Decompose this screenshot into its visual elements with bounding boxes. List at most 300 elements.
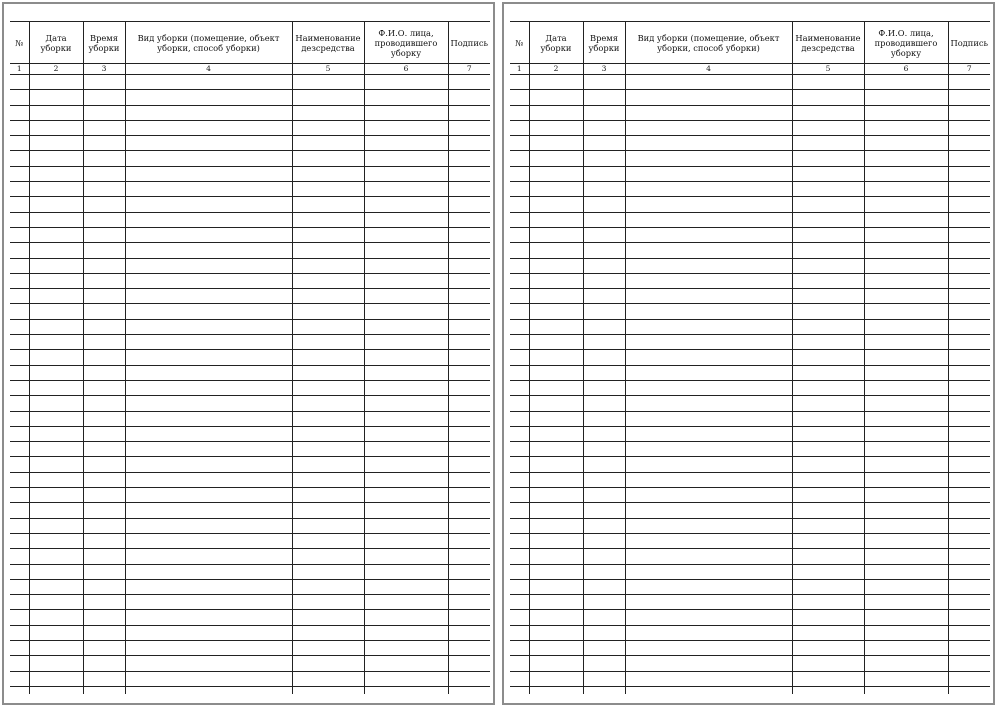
log-entry-cell [948,457,990,472]
log-entry-cell [792,610,864,625]
log-entry-cell [510,120,529,135]
log-entry-cell [529,105,583,120]
log-entry-cell [29,426,83,441]
log-entry-cell [583,503,625,518]
log-entry-cell [125,671,292,686]
log-entry-cell [625,319,792,334]
log-entry-cell [29,227,83,242]
log-entry-cell [948,335,990,350]
log-entry-cell [292,488,364,503]
log-entry-cell [792,136,864,151]
log-entry-cell [364,212,448,227]
log-entry-cell [864,533,948,548]
log-entry-cell [292,503,364,518]
log-entry-cell [792,472,864,487]
log-entry-cell [529,182,583,197]
log-entry-row [10,640,490,655]
log-entry-cell [792,442,864,457]
log-entry-cell [29,350,83,365]
log-entry-cell [864,212,948,227]
log-entry-cell [125,595,292,610]
journal-page-right [502,2,995,705]
log-entry-cell [29,564,83,579]
log-entry-cell [948,350,990,365]
log-entry-cell [510,182,529,197]
log-entry-cell [292,564,364,579]
log-entry-cell [864,120,948,135]
log-entry-cell [864,472,948,487]
log-entry-cell [364,151,448,166]
log-entry-cell [10,380,29,395]
log-entry-cell [948,518,990,533]
log-entry-cell [510,518,529,533]
log-entry-cell [948,289,990,304]
log-entry-row [510,335,990,350]
log-entry-cell [125,335,292,350]
log-entry-cell [125,610,292,625]
log-entry-cell [125,564,292,579]
log-entry-cell [29,166,83,181]
log-entry-cell [83,396,125,411]
log-entry-cell [864,686,948,694]
log-entry-cell [583,549,625,564]
log-entry-cell [948,564,990,579]
log-entry-row [510,686,990,694]
log-entry-cell [529,380,583,395]
log-entry-cell [364,243,448,258]
log-entry-cell [948,182,990,197]
log-entry-cell [529,243,583,258]
log-entry-cell [83,472,125,487]
log-entry-cell [625,350,792,365]
log-entry-cell [510,671,529,686]
log-entry-cell [792,151,864,166]
log-entry-cell [448,227,490,242]
log-entry-row [510,258,990,273]
log-entry-cell [125,75,292,90]
column-number: 3 [583,64,625,75]
log-entry-cell [448,151,490,166]
log-entry-row [10,595,490,610]
log-entry-row [10,656,490,671]
log-entry-cell [625,182,792,197]
log-entry-cell [948,258,990,273]
log-entry-cell [864,411,948,426]
log-entry-cell [292,625,364,640]
log-entry-row [510,411,990,426]
log-entry-cell [529,656,583,671]
log-entry-cell [292,289,364,304]
log-entry-cell [864,75,948,90]
log-entry-cell [83,75,125,90]
log-entry-cell [125,426,292,441]
log-entry-cell [83,319,125,334]
log-entry-cell [948,197,990,212]
log-entry-cell [864,595,948,610]
log-entry-cell [529,625,583,640]
log-entry-cell [29,212,83,227]
log-entry-cell [948,640,990,655]
log-entry-cell [364,166,448,181]
log-entry-cell [125,518,292,533]
log-entry-cell [29,411,83,426]
log-entry-cell [948,442,990,457]
log-entry-row [10,442,490,457]
log-entry-cell [948,426,990,441]
log-entry-cell [29,518,83,533]
log-entry-cell [125,136,292,151]
log-entry-cell [10,350,29,365]
log-entry-cell [10,105,29,120]
log-entry-cell [948,488,990,503]
log-entry-cell [625,90,792,105]
column-header-person-name: Ф.И.О. лица, проводившего уборку [364,22,448,64]
log-entry-cell [948,533,990,548]
log-entry-cell [792,258,864,273]
log-entry-cell [948,227,990,242]
log-entry-cell [583,319,625,334]
log-entry-cell [529,75,583,90]
log-entry-cell [792,319,864,334]
log-entry-cell [529,579,583,594]
log-entry-row [510,365,990,380]
log-entry-cell [529,197,583,212]
log-entry-cell [583,243,625,258]
log-entry-cell [364,182,448,197]
log-entry-cell [125,488,292,503]
log-entry-cell [10,396,29,411]
column-number-row [10,64,490,75]
log-entry-cell [125,319,292,334]
log-entry-cell [364,472,448,487]
log-entry-cell [292,120,364,135]
log-entry-cell [864,197,948,212]
log-entry-cell [10,656,29,671]
log-entry-row [10,457,490,472]
log-entry-cell [83,365,125,380]
log-entry-cell [10,640,29,655]
log-entry-cell [625,656,792,671]
log-entry-cell [29,273,83,288]
log-entry-cell [625,289,792,304]
log-entry-cell [948,549,990,564]
log-entry-cell [83,380,125,395]
log-entry-cell [583,671,625,686]
log-entry-cell [583,273,625,288]
log-entry-cell [292,75,364,90]
log-entry-cell [125,686,292,694]
log-entry-cell [510,319,529,334]
log-entry-cell [625,488,792,503]
log-entry-cell [625,120,792,135]
log-entry-cell [292,472,364,487]
log-entry-cell [864,243,948,258]
log-entry-cell [448,380,490,395]
log-entry-cell [864,350,948,365]
log-entry-cell [29,380,83,395]
log-entry-row [10,197,490,212]
log-entry-cell [292,518,364,533]
log-entry-cell [529,319,583,334]
log-entry-cell [364,197,448,212]
log-entry-cell [625,380,792,395]
log-entry-cell [583,533,625,548]
log-entry-cell [10,442,29,457]
log-entry-row [10,182,490,197]
log-entry-cell [792,273,864,288]
log-entry-cell [10,488,29,503]
log-entry-cell [864,625,948,640]
log-entry-cell [792,90,864,105]
column-header-cleaning-type: Вид уборки (помещение, объект уборки, способ уборки) [125,22,292,64]
log-entry-cell [948,503,990,518]
log-entry-cell [292,182,364,197]
log-entry-cell [364,503,448,518]
log-entry-cell [625,503,792,518]
log-entry-cell [29,151,83,166]
log-entry-cell [529,365,583,380]
log-entry-cell [792,549,864,564]
log-entry-cell [948,304,990,319]
log-entry-cell [792,335,864,350]
log-entry-cell [448,686,490,694]
log-entry-cell [529,212,583,227]
log-entry-cell [29,304,83,319]
log-entry-cell [448,396,490,411]
log-entry-cell [10,90,29,105]
log-entry-cell [583,426,625,441]
cleaning-log-table [510,21,990,694]
header-row [510,22,990,64]
log-entry-row [510,625,990,640]
log-entry-cell [529,533,583,548]
log-entry-cell [864,289,948,304]
log-entry-cell [448,289,490,304]
log-entry-cell [529,289,583,304]
log-entry-cell [10,75,29,90]
log-entry-cell [792,579,864,594]
log-entry-row [510,182,990,197]
log-entry-cell [948,319,990,334]
log-entry-cell [510,426,529,441]
log-entry-cell [364,273,448,288]
log-entry-cell [529,640,583,655]
log-entry-cell [292,610,364,625]
log-entry-cell [510,625,529,640]
log-entry-row [510,579,990,594]
log-entry-cell [625,258,792,273]
cleaning-log-table [10,21,490,694]
log-entry-cell [29,442,83,457]
log-entry-cell [948,595,990,610]
log-entry-cell [364,75,448,90]
log-entry-cell [364,258,448,273]
log-entry-cell [583,136,625,151]
log-entry-cell [864,610,948,625]
log-entry-cell [29,136,83,151]
log-entry-cell [510,396,529,411]
log-entry-cell [529,258,583,273]
log-entry-cell [529,273,583,288]
log-entry-cell [83,686,125,694]
log-entry-cell [125,105,292,120]
log-entry-row [510,151,990,166]
log-entry-cell [510,273,529,288]
log-entry-cell [625,212,792,227]
log-entry-row [510,656,990,671]
log-entry-cell [529,472,583,487]
log-entry-cell [625,273,792,288]
log-entry-cell [510,579,529,594]
log-entry-cell [10,595,29,610]
log-entry-cell [10,549,29,564]
log-entry-cell [625,396,792,411]
log-entry-row [510,227,990,242]
log-entry-row [510,197,990,212]
log-entry-cell [625,426,792,441]
log-entry-cell [510,442,529,457]
log-entry-cell [448,136,490,151]
log-entry-cell [583,625,625,640]
column-header-disinfectant: Наименование дезсредства [292,22,364,64]
log-entry-cell [448,564,490,579]
log-entry-cell [625,166,792,181]
log-entry-cell [448,488,490,503]
log-entry-cell [948,579,990,594]
log-entry-cell [529,686,583,694]
log-entry-cell [125,151,292,166]
log-entry-cell [125,472,292,487]
log-entry-cell [529,564,583,579]
log-entry-cell [792,488,864,503]
log-entry-cell [448,335,490,350]
log-entry-cell [292,549,364,564]
log-entry-cell [29,503,83,518]
log-entry-row [10,671,490,686]
log-entry-row [10,166,490,181]
log-entry-cell [625,671,792,686]
log-entry-cell [583,151,625,166]
log-entry-cell [583,197,625,212]
log-entry-cell [625,411,792,426]
log-entry-row [10,258,490,273]
log-entry-cell [292,396,364,411]
log-entry-cell [625,625,792,640]
log-entry-row [10,396,490,411]
log-entry-cell [529,426,583,441]
log-entry-cell [529,166,583,181]
log-entry-cell [83,549,125,564]
log-entry-cell [292,350,364,365]
log-entry-cell [792,380,864,395]
log-entry-cell [125,656,292,671]
log-entry-row [510,273,990,288]
log-entry-cell [510,350,529,365]
log-entry-cell [10,686,29,694]
log-entry-cell [292,533,364,548]
column-header-number: № [510,22,529,64]
log-entry-cell [583,258,625,273]
log-entry-cell [29,197,83,212]
log-entry-cell [948,396,990,411]
log-entry-cell [292,579,364,594]
log-entry-cell [83,335,125,350]
log-entry-cell [10,579,29,594]
log-entry-cell [83,289,125,304]
log-entry-cell [510,411,529,426]
log-entry-cell [29,75,83,90]
log-entry-cell [864,151,948,166]
log-entry-cell [83,227,125,242]
log-entry-cell [292,105,364,120]
log-entry-cell [448,656,490,671]
log-entry-cell [583,518,625,533]
log-entry-cell [29,625,83,640]
log-entry-cell [583,335,625,350]
log-entry-cell [510,105,529,120]
log-entry-cell [529,549,583,564]
log-entry-cell [10,212,29,227]
log-entry-row [510,518,990,533]
log-entry-cell [83,457,125,472]
log-entry-cell [83,671,125,686]
log-entry-cell [625,579,792,594]
log-entry-cell [29,396,83,411]
log-entry-cell [864,671,948,686]
log-entry-cell [364,365,448,380]
log-entry-cell [510,90,529,105]
log-entry-cell [792,396,864,411]
log-entry-cell [83,426,125,441]
log-entry-cell [864,457,948,472]
log-entry-cell [292,457,364,472]
log-entry-cell [510,488,529,503]
log-entry-cell [448,442,490,457]
log-entry-row [10,304,490,319]
log-entry-cell [83,442,125,457]
log-entry-cell [364,518,448,533]
log-entry-cell [364,350,448,365]
log-entry-cell [10,304,29,319]
log-entry-cell [583,120,625,135]
log-entry-cell [864,227,948,242]
log-entry-cell [448,243,490,258]
log-entry-cell [29,595,83,610]
journal-page-left [2,2,495,705]
log-entry-cell [125,227,292,242]
log-entry-row [510,640,990,655]
log-entry-cell [948,136,990,151]
log-entry-cell [448,518,490,533]
log-entry-cell [948,686,990,694]
log-entry-cell [83,166,125,181]
log-entry-cell [10,120,29,135]
log-entry-cell [125,625,292,640]
log-entry-cell [10,151,29,166]
column-number: 5 [792,64,864,75]
log-entry-row [10,120,490,135]
log-entry-cell [10,472,29,487]
log-entry-row [510,488,990,503]
log-entry-cell [10,289,29,304]
log-entry-cell [29,243,83,258]
log-entry-row [10,365,490,380]
log-entry-cell [364,610,448,625]
log-entry-cell [792,625,864,640]
log-entry-cell [529,120,583,135]
log-entry-row [10,350,490,365]
log-entry-cell [583,182,625,197]
